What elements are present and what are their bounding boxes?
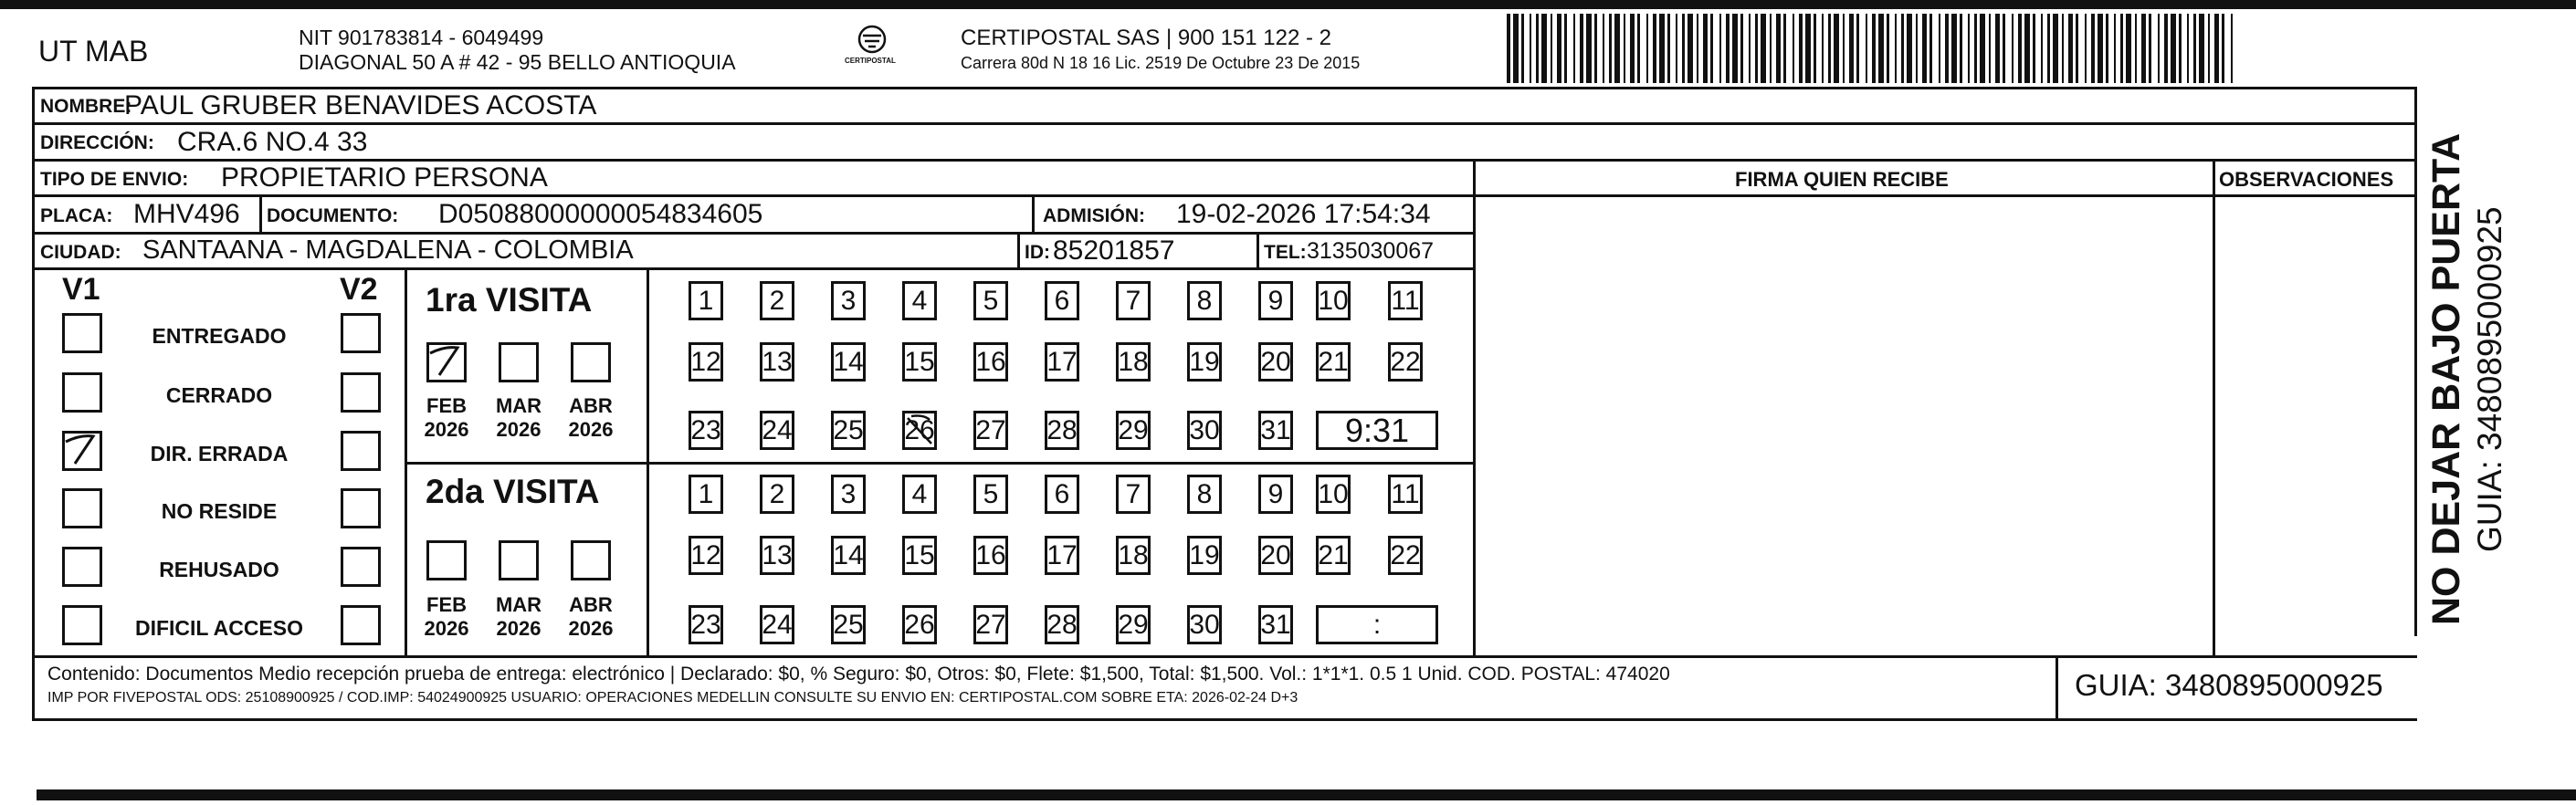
barcode-bar [1640, 14, 1646, 83]
barcode-bar [1859, 14, 1866, 83]
certipostal-info: CERTIPOSTAL SAS | 900 151 122 - 2 [961, 26, 1331, 50]
day-box[interactable]: 26 [902, 411, 937, 450]
day-box[interactable]: 9 [1258, 475, 1293, 514]
month-caption [415, 593, 478, 642]
ciudad-label: CIUDAD: [40, 242, 121, 263]
day-box[interactable]: 24 [760, 411, 794, 450]
placa-label: PLACA: [40, 205, 113, 226]
nombre-value: PAUL GRUBER BENAVIDES ACOSTA [124, 90, 597, 120]
day-box[interactable]: 22 [1388, 342, 1423, 382]
v1-header: V1 [62, 272, 100, 307]
year-label: 2026 [568, 418, 614, 442]
frame-top [32, 87, 2417, 89]
month-caption [559, 394, 623, 443]
day-box[interactable]: 31 [1258, 411, 1293, 450]
handwritten-check-mark [426, 342, 463, 379]
month-checkbox[interactable] [426, 540, 467, 580]
day-box[interactable]: 5 [973, 281, 1008, 320]
year-label: 2026 [424, 418, 469, 442]
license-info: Carrera 80d N 18 16 Lic. 2519 De Octubre 23 De 2015 [961, 54, 1361, 72]
day-box[interactable]: 3 [831, 475, 866, 514]
month-checkbox[interactable] [571, 540, 611, 580]
row-line-1 [32, 122, 2417, 125]
day-box[interactable]: 5 [973, 475, 1008, 514]
id-sep [1256, 232, 1259, 267]
day-box[interactable]: 29 [1116, 605, 1151, 644]
row-line-2 [32, 159, 2417, 162]
placa-sep [259, 194, 262, 232]
year-label: 2026 [424, 617, 469, 641]
day-box[interactable]: 28 [1045, 605, 1079, 644]
admision-value: 19-02-2026 17:54:34 [1176, 199, 1431, 229]
status-label: CERRADO [165, 383, 273, 407]
firma-header: FIRMA QUIEN RECIBE [1735, 168, 1949, 191]
id-value: 85201857 [1053, 235, 1175, 266]
handwritten-check-mark [62, 431, 99, 467]
day-box[interactable]: 17 [1045, 536, 1079, 575]
v1-checkbox[interactable] [62, 372, 102, 413]
day-box[interactable]: 23 [689, 411, 723, 450]
company-name: UT MAB [38, 35, 149, 68]
placa-value: MHV496 [133, 199, 240, 229]
v1-checkbox[interactable] [62, 547, 102, 587]
direccion-value: CRA.6 NO.4 33 [177, 127, 368, 157]
status-label: DIFICIL ACCESO [134, 616, 303, 640]
month-caption [559, 593, 623, 642]
footer-line-1: Contenido: Documentos Medio recepción prueba de entrega: electrónico | Declarado: $0, % Seguro: $0, Otros: $0, Flete: $1,500, Total: $1,500. Vol.: 1*1*1. 0.5 1 Unid. COD. POSTAL: 474020 [47, 664, 1670, 685]
day-box[interactable]: 30 [1187, 605, 1222, 644]
day-box[interactable]: 4 [902, 281, 937, 320]
documento-sep [1032, 194, 1035, 232]
day-box[interactable]: 11 [1388, 281, 1423, 320]
v2-checkbox[interactable] [341, 431, 381, 471]
day-box[interactable]: 23 [689, 605, 723, 644]
year-label: 2026 [496, 418, 541, 442]
id-label: ID: [1025, 242, 1050, 263]
barcode-bar [2233, 14, 2237, 83]
v2-header: V2 [340, 272, 378, 307]
v2-checkbox[interactable] [341, 313, 381, 353]
day-box[interactable]: 19 [1187, 536, 1222, 575]
tipo-label: TIPO DE ENVIO: [40, 169, 189, 190]
day-box[interactable]: 7 [1116, 475, 1151, 514]
status-label: NO RESIDE [161, 499, 278, 523]
day-box[interactable]: 1 [689, 281, 723, 320]
barcode-bar [2224, 14, 2231, 83]
time-box[interactable]: 9:31 [1316, 411, 1438, 450]
v1-checkbox[interactable] [62, 488, 102, 528]
day-box[interactable]: 14 [831, 536, 866, 575]
first-visit-title: 1ra VISITA [426, 281, 593, 319]
row-line-3 [32, 194, 1474, 197]
barcode-bar [1932, 14, 1939, 83]
documento-value: D05088000000054834605 [438, 199, 763, 229]
day-box[interactable]: 9 [1258, 281, 1293, 320]
time-box[interactable]: : [1316, 605, 1438, 644]
month-checkbox[interactable] [499, 540, 539, 580]
guia-box-left [2056, 655, 2058, 719]
day-box[interactable]: 25 [831, 605, 866, 644]
documento-label: DOCUMENTO: [267, 205, 399, 226]
day-box[interactable]: 21 [1316, 536, 1351, 575]
day-box[interactable]: 6 [1045, 281, 1079, 320]
direccion-label: DIRECCIÓN: [40, 132, 154, 153]
nit: NIT 901783814 - 6049499 [299, 26, 544, 49]
barcode-bar [2151, 14, 2158, 83]
day-box[interactable]: 8 [1187, 475, 1222, 514]
bottom-edge [37, 789, 2576, 800]
row-line-5 [32, 267, 1474, 270]
nombre-label: NOMBRE: [40, 96, 132, 117]
certipostal-logo [845, 23, 899, 78]
day-box[interactable]: 4 [902, 475, 937, 514]
day-box[interactable]: 10 [1316, 281, 1351, 320]
side-guia: GUIA: 3480895000925 [2471, 206, 2508, 552]
barcode-bar [1786, 14, 1793, 83]
month-caption [487, 593, 551, 642]
day-box[interactable]: 22 [1388, 536, 1423, 575]
ciudad-sep [1017, 232, 1020, 267]
year-label: 2026 [568, 617, 614, 641]
day-box[interactable]: 10 [1316, 475, 1351, 514]
obs-col-left [2213, 159, 2215, 656]
footer-line-2: IMP POR FIVEPOSTAL ODS: 25108900925 / COD.IMP: 54024900925 USUARIO: OPERACIONES MEDELLIN CONSULTE SU ENVIO EN: CERTIPOSTAL.COM SOBRE ETA: 2026-02-24 D+3 [47, 690, 1299, 706]
frame-left [32, 87, 35, 721]
frame-right [2414, 87, 2417, 636]
tel-value: 3135030067 [1307, 238, 1435, 264]
ciudad-value: SANTAANA - MAGDALENA - COLOMBIA [142, 235, 634, 265]
sender-address: DIAGONAL 50 A # 42 - 95 BELLO ANTIOQUIA [299, 50, 736, 74]
day-box[interactable]: 21 [1316, 342, 1351, 382]
v1-checkbox[interactable] [62, 605, 102, 645]
day-box[interactable]: 3 [831, 281, 866, 320]
tipo-value: PROPIETARIO PERSONA [221, 162, 548, 193]
observaciones-header: OBSERVACIONES [2219, 168, 2394, 191]
status-label: ENTREGADO [152, 324, 287, 348]
day-box[interactable]: 26 [902, 605, 937, 644]
day-box[interactable]: 30 [1187, 411, 1222, 450]
tel-label: TEL: [1264, 242, 1307, 263]
barcode-bar [2078, 14, 2085, 83]
second-visit-title: 2da VISITA [426, 473, 600, 510]
firma-col-left [1473, 159, 1476, 656]
v2-checkbox[interactable] [341, 547, 381, 587]
year-label: 2026 [496, 617, 541, 641]
month-label: MAR [495, 593, 542, 616]
v2-checkbox[interactable] [341, 372, 381, 413]
barcode-bar [1567, 14, 1573, 83]
day-box[interactable]: 11 [1388, 475, 1423, 514]
footer-guia: GUIA: 3480895000925 [2075, 668, 2383, 702]
day-strike-mark [902, 411, 937, 450]
day-box[interactable]: 20 [1258, 342, 1293, 382]
month-label: MAR [495, 394, 542, 417]
barcode [1507, 14, 2237, 83]
day-box[interactable]: 28 [1045, 411, 1079, 450]
day-box[interactable]: 15 [902, 536, 937, 575]
day-box[interactable]: 7 [1116, 281, 1151, 320]
barcode-bar [1713, 14, 1719, 83]
day-box[interactable]: 2 [760, 475, 794, 514]
top-edge [0, 0, 2576, 9]
day-box[interactable]: 25 [831, 411, 866, 450]
status-label: DIR. ERRADA [150, 442, 289, 465]
day-box[interactable]: 16 [973, 536, 1008, 575]
day-box[interactable]: 18 [1116, 536, 1151, 575]
side-warning: NO DEJAR BAJO PUERTA [2424, 132, 2468, 625]
row-line-3b [1474, 194, 2417, 197]
day-box[interactable]: 12 [689, 342, 723, 382]
row-line-6 [32, 655, 2417, 658]
admision-label: ADMISIÓN: [1043, 205, 1145, 226]
month-label: ABR [569, 394, 613, 417]
status-label: REHUSADO [159, 558, 279, 581]
day-box[interactable]: 29 [1116, 411, 1151, 450]
day-box[interactable]: 16 [973, 342, 1008, 382]
visit-divider [405, 462, 1474, 465]
month-caption [487, 394, 551, 443]
v2-checkbox[interactable] [341, 488, 381, 528]
day-box[interactable]: 19 [1187, 342, 1222, 382]
day-box[interactable]: 27 [973, 411, 1008, 450]
day-box[interactable]: 6 [1045, 475, 1079, 514]
day-box[interactable]: 14 [831, 342, 866, 382]
frame-bottom [32, 718, 2417, 721]
month-checkbox[interactable] [499, 342, 539, 382]
logo-text: CERTIPOSTAL [845, 57, 896, 65]
day-box[interactable]: 24 [760, 605, 794, 644]
day-box[interactable]: 12 [689, 536, 723, 575]
v1-checkbox[interactable] [62, 313, 102, 353]
v2-checkbox[interactable] [341, 605, 381, 645]
barcode-bar [2005, 14, 2012, 83]
day-box[interactable]: 13 [760, 342, 794, 382]
day-box[interactable]: 1 [689, 475, 723, 514]
month-label: FEB [426, 394, 467, 417]
day-box[interactable]: 8 [1187, 281, 1222, 320]
month-label: ABR [569, 593, 613, 616]
day-box[interactable]: 2 [760, 281, 794, 320]
month-checkbox[interactable] [571, 342, 611, 382]
day-box[interactable]: 20 [1258, 536, 1293, 575]
month-caption [415, 394, 478, 443]
month-label: FEB [426, 593, 467, 616]
day-box[interactable]: 31 [1258, 605, 1293, 644]
day-box[interactable]: 27 [973, 605, 1008, 644]
day-box[interactable]: 13 [760, 536, 794, 575]
day-box[interactable]: 17 [1045, 342, 1079, 382]
day-box[interactable]: 18 [1116, 342, 1151, 382]
day-box[interactable]: 15 [902, 342, 937, 382]
